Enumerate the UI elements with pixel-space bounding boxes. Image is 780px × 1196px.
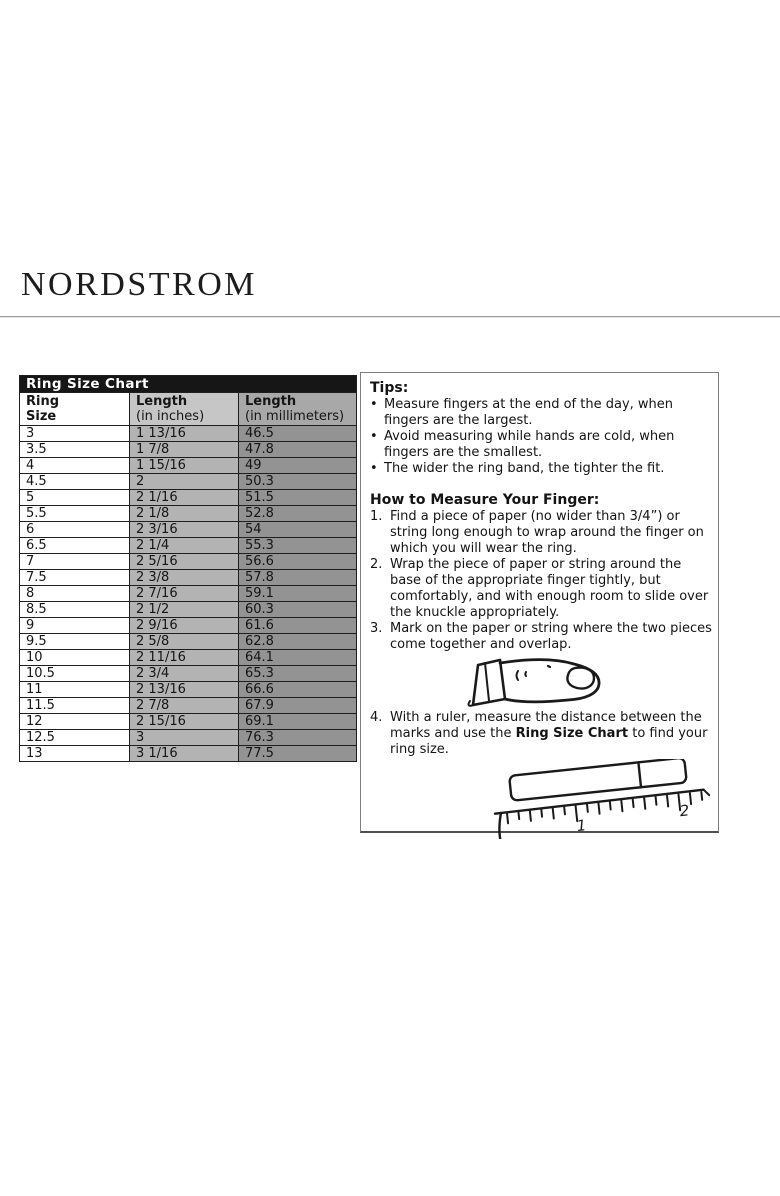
svg-text:2: 2: [678, 801, 691, 821]
ring-size-cell: 7.5: [20, 570, 130, 586]
measure-heading: How to Measure Your Finger:: [370, 492, 600, 508]
table-row: [20, 586, 357, 602]
tip-item: [370, 397, 712, 429]
tip-text: Measure fingers at the end of the day, when fingers are the largest.: [384, 397, 674, 428]
length-inches-cell: 1 7/8: [130, 442, 239, 458]
length-inches-cell: 2 7/8: [130, 698, 239, 714]
length-inches-cell: 2 3/16: [130, 522, 239, 538]
table-row: [20, 666, 357, 682]
table-row: [20, 634, 357, 650]
ring-size-cell: 5.5: [20, 506, 130, 522]
measure-step: [370, 509, 712, 557]
length-mm-cell: 59.1: [239, 586, 357, 602]
table-title: Ring Size Chart: [20, 376, 357, 393]
length-inches-cell: 2 1/16: [130, 490, 239, 506]
nordstrom-logo: NORDSTROM: [21, 266, 257, 303]
ring-size-cell: 13: [20, 746, 130, 762]
measure-step-4-container: [370, 710, 712, 758]
tips-list: [370, 397, 712, 477]
length-inches-cell: 1 13/16: [130, 426, 239, 442]
length-mm-cell: 51.5: [239, 490, 357, 506]
length-mm-cell: 76.3: [239, 730, 357, 746]
table-row: [20, 570, 357, 586]
table-row: [20, 714, 357, 730]
length-inches-cell: 2 15/16: [130, 714, 239, 730]
length-mm-cell: 49: [239, 458, 357, 474]
measure-step: [370, 710, 712, 758]
table-row: [20, 426, 357, 442]
tip-item: [370, 429, 712, 461]
tips-heading: Tips:: [370, 380, 409, 396]
measure-step: [370, 557, 712, 621]
column-header-length-inches: [130, 393, 239, 426]
length-mm-cell: 52.8: [239, 506, 357, 522]
table-row: [20, 538, 357, 554]
table-row: [20, 618, 357, 634]
ring-size-chart: [19, 375, 356, 762]
table-row: [20, 474, 357, 490]
step-number: 4.: [370, 710, 383, 725]
ring-size-chart-table: [19, 375, 357, 762]
length-inches-cell: 2 9/16: [130, 618, 239, 634]
ring-size-cell: 4: [20, 458, 130, 474]
length-mm-cell: 65.3: [239, 666, 357, 682]
length-mm-cell: 50.3: [239, 474, 357, 490]
header-divider: [0, 316, 780, 318]
ring-size-cell: 4.5: [20, 474, 130, 490]
ring-size-cell: 9: [20, 618, 130, 634]
table-row: [20, 554, 357, 570]
length-mm-cell: 62.8: [239, 634, 357, 650]
step-text: Find a piece of paper (no wider than 3/4”) or string long enough to wrap around the finger on which you will wear the ring.: [390, 509, 704, 556]
length-mm-cell: 55.3: [239, 538, 357, 554]
length-mm-cell: 57.8: [239, 570, 357, 586]
ring-size-cell: 7: [20, 554, 130, 570]
column-header-line: (in millimeters): [245, 409, 345, 424]
step-number: 2.: [370, 557, 383, 572]
length-mm-cell: 64.1: [239, 650, 357, 666]
ring-size-cell: 3: [20, 426, 130, 442]
column-header-line: Length: [136, 394, 188, 409]
length-mm-cell: 47.8: [239, 442, 357, 458]
length-inches-cell: 2 11/16: [130, 650, 239, 666]
column-header-line: Length: [245, 394, 297, 409]
length-inches-cell: 3 1/16: [130, 746, 239, 762]
step-text: Wrap the piece of paper or string around the base of the appropriate finger tightly, but comfortably, and with enough room to slide over the knuckle appropriately.: [390, 557, 709, 620]
ring-size-cell: 10.5: [20, 666, 130, 682]
ring-size-cell: 11: [20, 682, 130, 698]
table-row: [20, 490, 357, 506]
ring-size-cell: 11.5: [20, 698, 130, 714]
table-row: [20, 730, 357, 746]
step-number: 1.: [370, 509, 383, 524]
length-mm-cell: 60.3: [239, 602, 357, 618]
table-row: [20, 458, 357, 474]
bullet-icon: •: [370, 397, 378, 412]
length-inches-cell: 2 13/16: [130, 682, 239, 698]
table-row: [20, 522, 357, 538]
step-number: 3.: [370, 621, 383, 636]
table-row: [20, 682, 357, 698]
ring-size-cell: 8.5: [20, 602, 130, 618]
column-header-line: Size: [26, 409, 57, 424]
length-inches-cell: 1 15/16: [130, 458, 239, 474]
table-row: [20, 698, 357, 714]
length-mm-cell: 77.5: [239, 746, 357, 762]
length-mm-cell: 46.5: [239, 426, 357, 442]
svg-text:1: 1: [575, 816, 588, 836]
ring-size-cell: 9.5: [20, 634, 130, 650]
ring-size-cell: 6: [20, 522, 130, 538]
length-inches-cell: 2 1/4: [130, 538, 239, 554]
ring-size-cell: 12.5: [20, 730, 130, 746]
ring-size-cell: 3.5: [20, 442, 130, 458]
ring-size-cell: 5: [20, 490, 130, 506]
table-row: [20, 442, 357, 458]
tip-text: Avoid measuring while hands are cold, when fingers are the smallest.: [384, 429, 675, 460]
column-header-line: Ring: [26, 394, 60, 409]
step-text: Mark on the paper or string where the two pieces come together and overlap.: [390, 621, 712, 652]
measure-steps: [370, 509, 712, 653]
length-inches-cell: 2 7/16: [130, 586, 239, 602]
ring-size-cell: 8: [20, 586, 130, 602]
length-inches-cell: 2 5/16: [130, 554, 239, 570]
length-mm-cell: 67.9: [239, 698, 357, 714]
length-inches-cell: 2: [130, 474, 239, 490]
ring-size-cell: 10: [20, 650, 130, 666]
finger-measure-illustration: [458, 655, 616, 709]
column-header-line: (in inches): [136, 409, 205, 424]
length-inches-cell: 2 1/2: [130, 602, 239, 618]
bullet-icon: •: [370, 429, 378, 444]
bullet-icon: •: [370, 461, 378, 476]
length-inches-cell: 3: [130, 730, 239, 746]
tip-text: The wider the ring band, the tighter the fit.: [384, 461, 665, 476]
ring-size-cell: 12: [20, 714, 130, 730]
ring-size-cell: 6.5: [20, 538, 130, 554]
table-row: [20, 602, 357, 618]
instructions-panel: [360, 372, 719, 836]
length-inches-cell: 2 3/4: [130, 666, 239, 682]
ruler-illustration: [482, 759, 710, 839]
length-inches-cell: 2 3/8: [130, 570, 239, 586]
table-row: [20, 506, 357, 522]
length-mm-cell: 56.6: [239, 554, 357, 570]
length-mm-cell: 69.1: [239, 714, 357, 730]
tip-item: [370, 461, 712, 477]
table-row: [20, 650, 357, 666]
length-inches-cell: 2 1/8: [130, 506, 239, 522]
column-header-ring-size: [20, 393, 130, 426]
length-mm-cell: 54: [239, 522, 357, 538]
table-row: [20, 746, 357, 762]
measure-step: [370, 621, 712, 653]
step-text: With a ruler, measure the distance between the marks and use the Ring Size Chart to find your ring size.: [390, 710, 708, 757]
length-mm-cell: 66.6: [239, 682, 357, 698]
column-header-length-mm: [239, 393, 357, 426]
length-inches-cell: 2 5/8: [130, 634, 239, 650]
length-mm-cell: 61.6: [239, 618, 357, 634]
